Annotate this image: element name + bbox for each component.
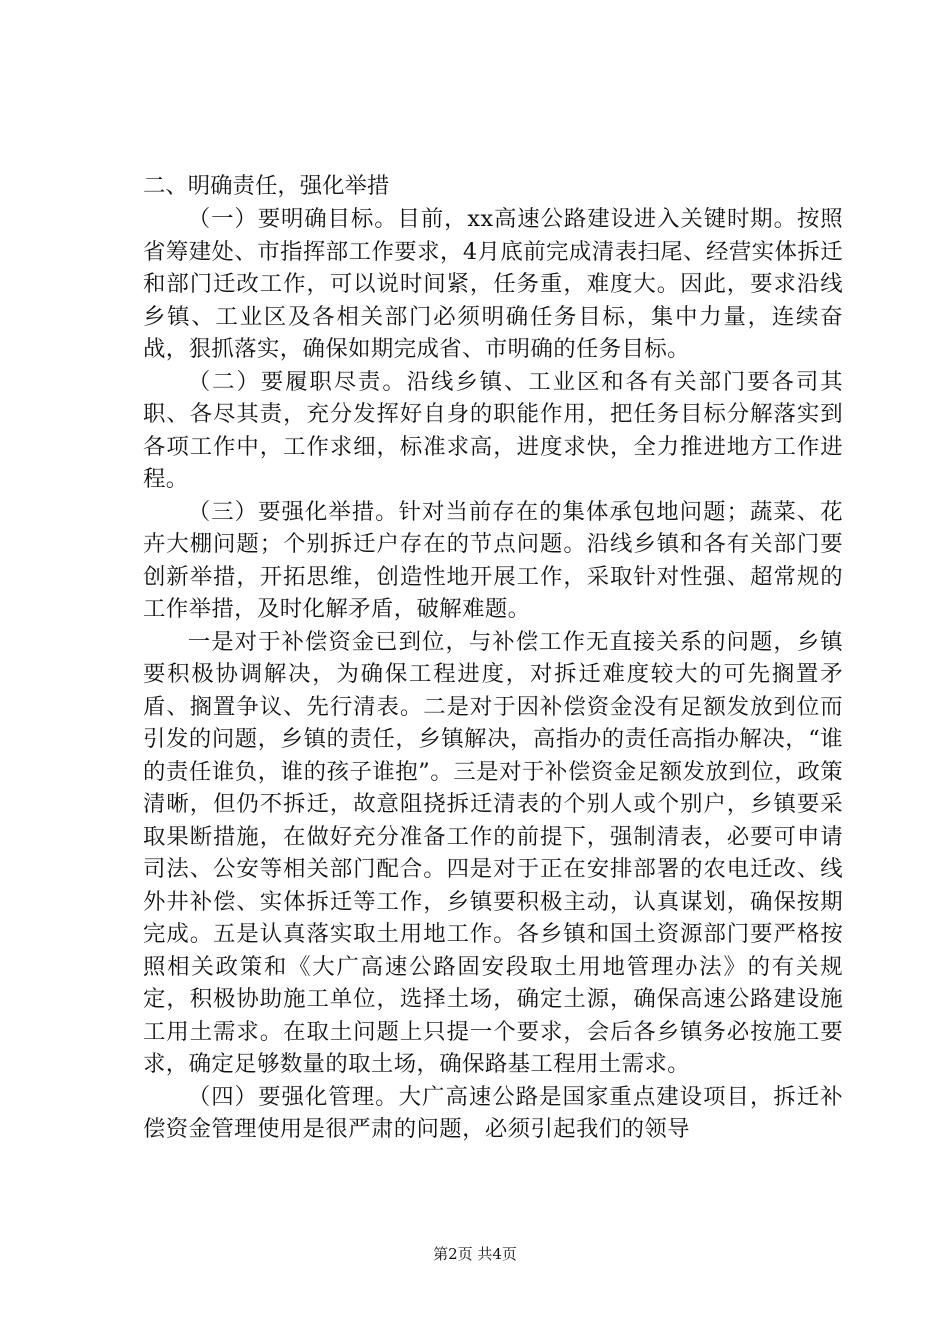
page-number-footer: 第2页 共4页: [433, 1245, 517, 1263]
paragraph-5: （四）要强化管理。大广高速公路是国家重点建设项目，拆迁补偿资金管理使用是很严肃的问题，必须引起我们的领导: [143, 1083, 843, 1142]
paragraph-1: （一）要明确目标。目前，xx高速公路建设进入关键时期。按照省筹建处、市指挥部工作要求，4月底前完成清表扫尾、经营实体拆迁和部门迁改工作，可以说时间紧，任务重，难度大。因此，要求沿线乡镇、工业区及各相关部门必须明确任务目标，集中力量，连续奋战，狠抓落实，确保如期完成省、市明确的任务目标。: [143, 206, 843, 362]
paragraph-3: （三）要强化举措。针对当前存在的集体承包地问题；蔬菜、花卉大棚问题；个别拆迁户存在的节点问题。沿线乡镇和各有关部门要创新举措，开拓思维，创造性地开展工作，采取针对性强、超常规的工作举措，及时化解矛盾，破解难题。: [143, 498, 843, 622]
section-heading: 二、明确责任，强化举措: [143, 173, 390, 199]
paragraph-2: （二）要履职尽责。沿线乡镇、工业区和各有关部门要各司其职、各尽其责，充分发挥好自身的职能作用，把任务目标分解落实到各项工作中，工作求细，标准求高，进度求快，全力推进地方工作进程。: [143, 368, 843, 492]
paragraph-4: 一是对于补偿资金已到位，与补偿工作无直接关系的问题，乡镇要积极协调解决，为确保工程进度，对拆迁难度较大的可先搁置矛盾、搁置争议、先行清表。二是对于因补偿资金没有足额发放到位而引发的问题，乡镇的责任，乡镇解决，高指办的责任高指办解决，“谁的责任谁负，谁的孩子谁抱”。三是对于补偿资金足额发放到位，政策清晰，但仍不拆迁，故意阻挠拆迁清表的个别人或个别户，乡镇要采取果断措施，在做好充分准备工作的前提下，强制清表，必要可申请司法、公安等相关部门配合。四是对于正在安排部署的农电迁改、线外井补偿、实体拆迁等工作，乡镇要积极主动，认真谋划，确保按期完成。五是认真落实取土用地工作。各乡镇和国土资源部门要严格按照相关政策和《大广高速公路固安段取土用地管理办法》的有关规定，积极协助施工单位，选择土场，确定土源，确保高速公路建设施工用土需求。在取土问题上只提一个要求，会后各乡镇务必按施工要求，确定足够数量的取土场，确保路基工程用土需求。: [143, 628, 843, 1077]
document-body: [143, 170, 843, 1146]
